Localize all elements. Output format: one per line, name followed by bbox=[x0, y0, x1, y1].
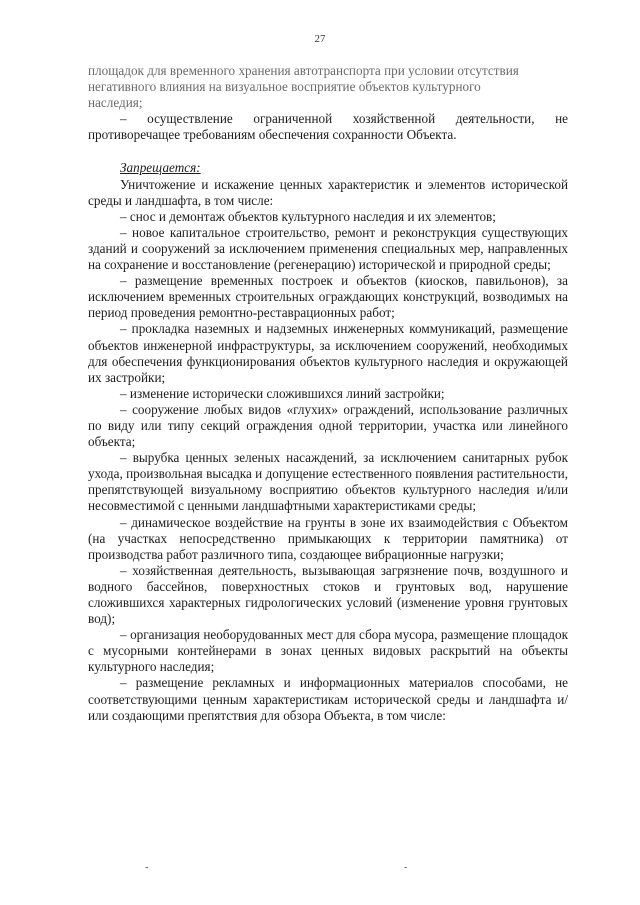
spacer bbox=[88, 143, 568, 160]
list-item: – вырубка ценных зеленых насаждений, за исключением санитарных рубок ухода, произвольная высадка и допущение естественного появления растительности, препятствующей визуальному восприятию объектов культурного наследия и/или несовместимой с ценными ландшафтными характеристиками среды; bbox=[88, 450, 568, 514]
list-item: – размещение временных построек и объектов (киосков, павильонов), за исключением временных строительных ограждающих конструкций, возводимых на период проведения ремонтно-реставрационных работ; bbox=[88, 273, 568, 321]
intro-line: площадок для временного хранения автотранспорта при условии отсутствия bbox=[88, 63, 519, 78]
document-body bbox=[88, 63, 568, 724]
list-item: – сооружение любых видов «глухих» ограждений, использование различных по виду или типу секций ограждения одной территории, участка или линейного объекта; bbox=[88, 401, 568, 450]
list-item: – прокладка наземных и надземных инженерных коммуникаций, размещение объектов инженерной инфраструктуры, за исключением сооружений, необходимых для обеспечения функционирования объектов культурного наследия и окружающей их застройки; bbox=[88, 321, 568, 385]
list-item: – изменение исторически сложившихся линий застройки; bbox=[120, 385, 445, 401]
section-heading: Запрещается: bbox=[120, 160, 201, 176]
list-item: – размещение рекламных и информационных материалов способами, не соответствующими ценным характеристикам исторической среды и ландшафта и/или создающими препятствия для обзора Объекта, в том числе: bbox=[88, 675, 568, 723]
scan-mark: - bbox=[404, 862, 408, 873]
list-item: – динамическое воздействие на грунты в зоне их взаимодействия с Объектом (на участках непосредственно примыкающих к территории памятника) от производства работ различного типа, создающее вибрационные нагрузки; bbox=[88, 514, 568, 562]
list-item: – снос и демонтаж объектов культурного наследия и их элементов; bbox=[120, 208, 496, 224]
intro-list-item: – осуществление ограниченной хозяйственной деятельности, не противоречащее требованиям обеспечения сохранности Объекта. bbox=[88, 111, 568, 143]
intro-line: наследия; bbox=[88, 95, 143, 111]
scan-mark: - bbox=[145, 862, 149, 873]
list-item: – хозяйственная деятельность, вызывающая загрязнение почв, воздушного и водного бассейнов, поверхностных стоков и грунтовых вод, нарушение сложившихся характерных гидрологических условий (изменение уровня грунтовых вод); bbox=[88, 562, 568, 627]
intro-line: негативного влияния на визуальное восприятие объектов культурного bbox=[88, 79, 481, 95]
page-number: 27 bbox=[314, 33, 326, 45]
paragraph: Уничтожение и искажение ценных характеристик и элементов исторической среды и ландшафта, в том числе: bbox=[88, 176, 568, 208]
list-item: – новое капитальное строительство, ремонт и реконструкция существующих зданий и сооружений за исключением применения специальных мер, направленных на сохранение и восстановление (регенерацию) исторической и природной среды; bbox=[88, 224, 568, 273]
list-item: – организация необорудованных мест для сбора мусора, размещение площадок с мусорными контейнерами в зонах ценных видовых раскрытий на объекты культурного наследия; bbox=[88, 627, 568, 675]
